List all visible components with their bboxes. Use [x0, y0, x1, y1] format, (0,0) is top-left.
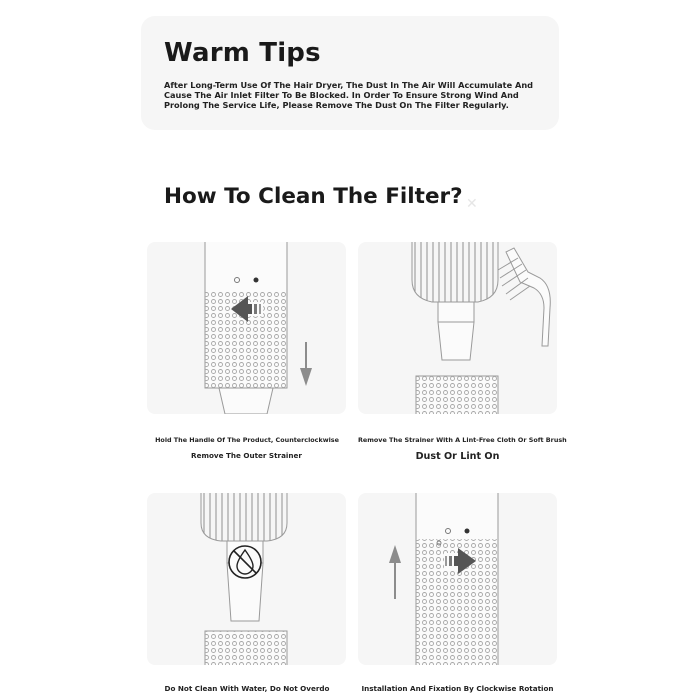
step-4-caption: Installation And Fixation By Clockwise Rotation — [361, 684, 554, 693]
how-to-clean-title: How To Clean The Filter? — [164, 184, 463, 209]
warm-tips-card — [141, 16, 559, 130]
step-3-caption: Do Not Clean With Water, Do Not Overdo — [164, 684, 330, 693]
warm-tips-title: Warm Tips — [164, 38, 321, 68]
warm-tips-body: After Long-Term Use Of The Hair Dryer, The Dust In The Air Will Accumulate And Cause The Air Inlet Filter To Be Blocked. In Order To Ensure Strong Wind And Prolong The Service Life, Please Remove The Dust On The Filter Regularly. — [164, 80, 534, 110]
step-2-illustration — [358, 242, 557, 414]
step-2-caption-line2: Dust Or Lint On — [415, 451, 500, 462]
watermark-icon: ✕ — [466, 196, 478, 212]
step-4-illustration — [358, 493, 557, 665]
no-water-icon — [229, 546, 261, 578]
brush-icon — [498, 248, 550, 346]
step-1-caption: Hold The Handle Of The Product, Counterclockwise — [155, 436, 339, 444]
step-3-illustration — [147, 493, 346, 665]
step-1-illustration — [147, 242, 346, 414]
step-1-caption-line2: Remove The Outer Strainer — [191, 451, 302, 460]
step-2-caption: Remove The Strainer With A Lint-Free Cloth Or Soft Brush — [358, 436, 567, 444]
